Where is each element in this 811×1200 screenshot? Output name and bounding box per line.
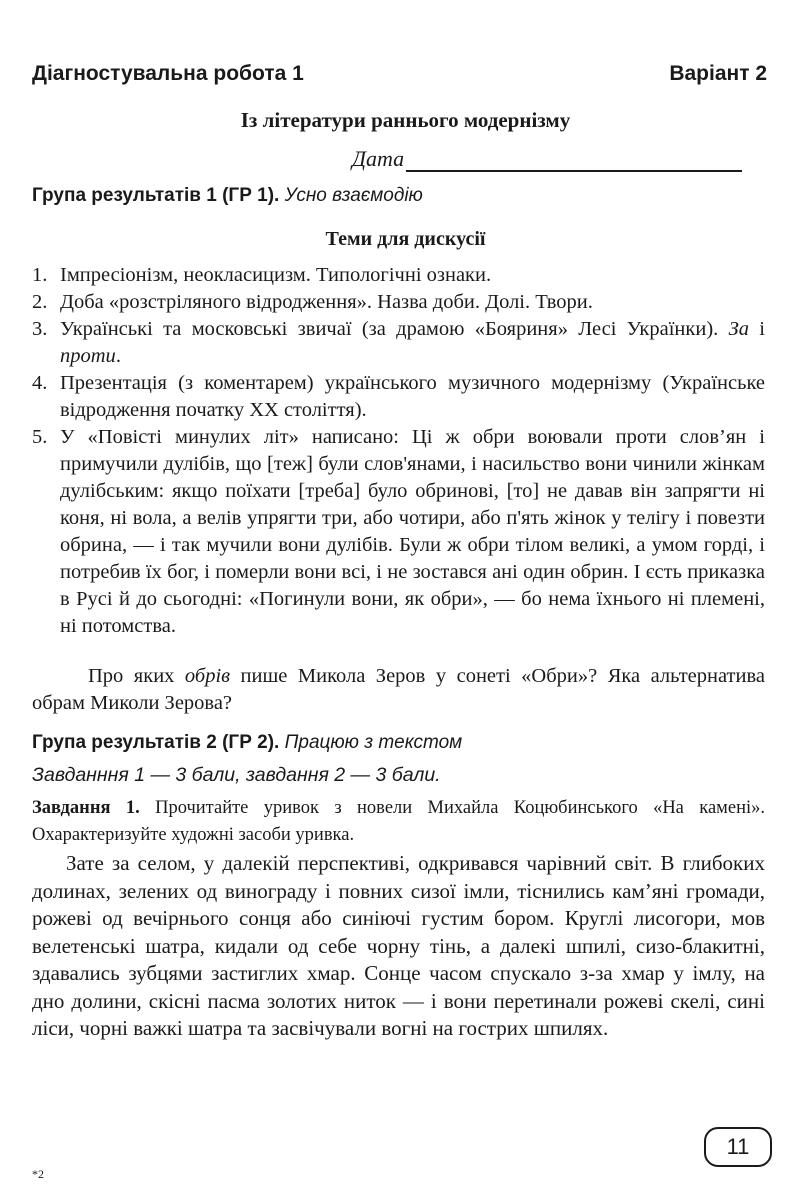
task1-label: Завдання 1. [32,798,140,818]
theme-item [32,262,765,289]
page-number: 11 [704,1127,772,1167]
text-segment: . [115,345,121,367]
theme-number: 1. [32,264,48,286]
text-segment: Імпресіонізм, неокласицизм. Типологічні ознаки. [60,264,492,286]
date-blank-line [406,150,742,172]
text-segment: Презентація (з коментарем) українського музичного модернізму (Українське відродження початку XX століття). [60,372,765,421]
theme-item [32,370,765,424]
footnote: *2 [32,1167,44,1181]
theme-text [60,424,765,640]
text-segment: Про яких [88,665,185,687]
text-segment: За [728,318,749,340]
text-segment: і [749,318,765,340]
themes-list [32,262,765,640]
discussion-question [32,663,765,717]
theme-text [60,370,765,424]
text-segment: Доба «розстріляного відродження». Назва доби. Долі. Твори. [60,291,593,313]
themes-title: Теми для дискусії [325,228,486,250]
text-segment: пише Микола Зеров у сонеті «Обри»? Яка альтернатива обрам Миколи Зерова? [32,665,765,714]
task1-text: Прочитайте уривок з новели Михайла Коцюбинського «На камені». Охарактеризуйте художні засоби уривка. [32,798,766,845]
text-segment: обрів [184,665,231,687]
theme-number: 4. [32,372,48,394]
theme-item [32,424,765,640]
group1-title: Група результатів 1 (ГР 1). [32,185,280,206]
date-label: Дата [352,146,405,171]
group2-subtitle: Працюю з текстом [284,732,463,753]
date-field [352,146,742,172]
scores-note: Завданння 1 — 3 бали, завдання 2 — 3 бали. [32,764,441,786]
theme-number: 3. [32,318,48,340]
theme-text [60,289,765,316]
theme-item [32,289,765,316]
excerpt-text: Зате за селом, у далекій перспективі, одкривався чарівний світ. В глибоких долинах, зелених од винограду і повних сизої імли, тіснились кам’яні громади, рожеві од вечірнього сонця або синіючі густим бором. Круглі лисогори, мов велетенські шатра, кидали од себе чорну тінь, а далекі шпилі, сизо-блакитні, здавались зубцями застиглих хмар. Сонце часом спускало з-за хмар у імлу, на дно долини, скісні пасма золотих ниток — і вони перетинали рожеві скелі, сині ліси, чорні важкі шатра та засвічували вогні на гострих шпилях. [32,851,765,1040]
theme-item [32,316,765,370]
text-segment: Українські та московські звичаї (за драмою «Бояриня» Лесі Українки). [60,318,729,340]
theme-text [60,316,765,370]
work-title: Діагностувальна робота 1 [32,62,304,85]
variant-label: Варіант 2 [669,62,767,85]
group2-heading [32,732,462,754]
theme-number: 2. [32,291,48,313]
theme-number: 5. [32,426,48,448]
group1-heading [32,185,423,207]
task1 [32,795,765,849]
text-segment: У «Повісті минулих літ» написано: Ці ж обри воювали проти слов’ян і примучили дулібів, що [теж] були слов'янами, і насильство вони чинили жінкам дулібським: якщо поїхати [треба] було обринові, [то] не давав він запрягти ні коня, ні вола, а велів упрягти три, або чотири, або п'ять жінок у телігу і повезти обрина, — і так мучили вони дулібів. Були ж обри тілом великі, а умом горді, і потребив їх бог, і померли вони всі, і не зостався ані один обрин. І єсть приказка в Русі й до сьогодні: «Погинули вони, як обри», — бо нема їхнього ні племені, ні потомства. [60,426,765,637]
group1-subtitle: Усно взаємодію [284,185,423,206]
theme-text [60,262,765,289]
text-segment: проти [60,345,116,367]
group2-title: Група результатів 2 (ГР 2). [32,732,280,753]
topic-title: Із літератури раннього модернізму [240,108,571,132]
page-header [32,62,767,86]
